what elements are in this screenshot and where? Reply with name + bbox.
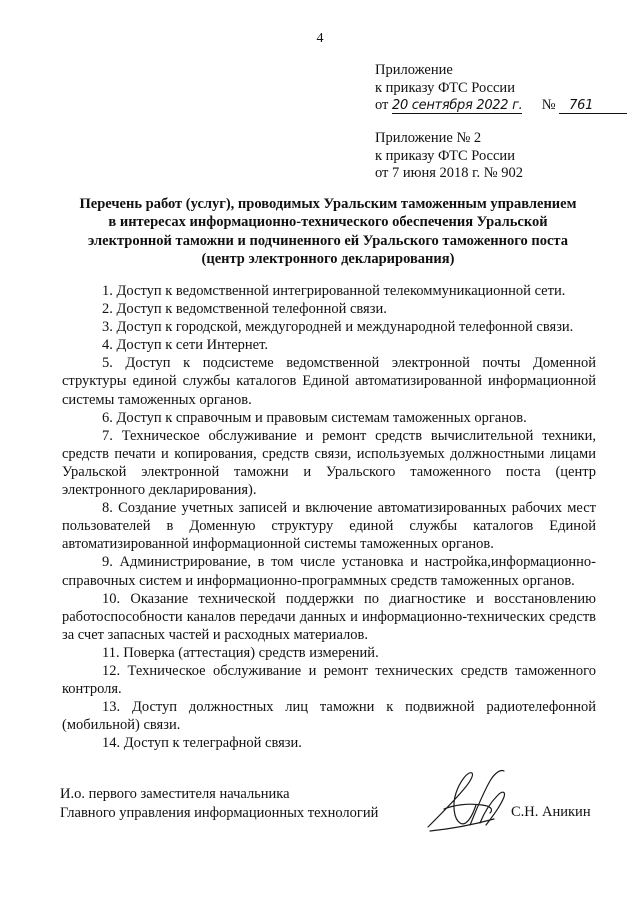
list-item: 8. Создание учетных записей и включение автоматизированных рабочих мест пользователей в Доменную структуру единой службы каталогов Единой автоматизированной информационной системы таможенных органов. (62, 500, 596, 553)
page-number: 4 (316, 31, 324, 46)
position-line: Главного управления информационных технологий (60, 805, 379, 821)
position-line: И.о. первого заместителя начальника (60, 786, 290, 802)
list-item: 2. Доступ к ведомственной телефонной связи. (102, 301, 387, 318)
appendix-original-date: от 7 июня 2018 г. № 902 (375, 165, 523, 181)
list-item: 14. Доступ к телеграфной связи. (102, 735, 302, 752)
date-prefix: от (375, 97, 389, 113)
signer-name: С.Н. Аникин (511, 804, 591, 820)
appendix-current-date-line (375, 97, 627, 115)
appendix-current-title: Приложение (375, 62, 453, 78)
services-list (62, 282, 596, 752)
list-item: 10. Оказание технической поддержки по диагностике и восстановлению работоспособности каналов передачи данных и информационно-технических средств за счет запасных частей и расходных материалов. (62, 590, 596, 643)
list-item: 12. Техническое обслуживание и ремонт технических средств таможенного контроля. (62, 662, 596, 698)
number-prefix: № (541, 97, 556, 113)
appendix-original-title: Приложение № 2 (375, 130, 482, 146)
list-item: 4. Доступ к сети Интернет. (102, 337, 268, 354)
list-item: 7. Техническое обслуживание и ремонт средств вычислительной техники, средств печати и копирования, средств связи, используемых должностными лицами Уральской электронной таможни и Уральского таможенного поста (центр электронного декларирования). (62, 427, 596, 499)
appendix-original-order: к приказу ФТС России (375, 147, 515, 164)
title-line: (центр электронного декларирования) (201, 250, 455, 267)
document-title (60, 195, 596, 268)
title-line: Перечень работ (услуг), проводимых Уральским таможенным управлением (79, 196, 577, 212)
list-item: 1. Доступ к ведомственной интегрированной телекоммуникационной сети. (102, 283, 566, 299)
list-item: 3. Доступ к городской, междугородней и международной телефонной связи. (102, 319, 574, 336)
list-item: 13. Доступ должностных лиц таможни к подвижной радиотелефонной (мобильной) связи. (62, 699, 596, 734)
handwritten-signature (420, 765, 512, 840)
list-item: 6. Доступ к справочным и правовым системам таможенных органов. (102, 409, 527, 426)
title-line: в интересах информационно-технического обеспечения Уральской (108, 214, 548, 231)
list-item: 5. Доступ к подсистеме ведомственной электронной почты Доменной структуры единой службы каталогов Единой автоматизированной информационной системы таможенных органов. (62, 355, 596, 408)
title-line: электронной таможни и подчиненного ей Уральского таможенного поста (88, 232, 568, 249)
list-item: 11. Поверка (аттестация) средств измерений. (102, 644, 379, 661)
appendix-current (375, 62, 627, 115)
list-item: 9. Администрирование, в том числе установка и настройка,информационно-справочных систем и информационно-программных средств таможенных органов. (62, 554, 596, 589)
order-date: 20 сентября 2022 г. (392, 98, 523, 113)
appendix-original (375, 130, 523, 183)
signature-position (60, 785, 378, 823)
order-number: 761 (559, 99, 627, 114)
appendix-current-order: к приказу ФТС России (375, 79, 515, 96)
